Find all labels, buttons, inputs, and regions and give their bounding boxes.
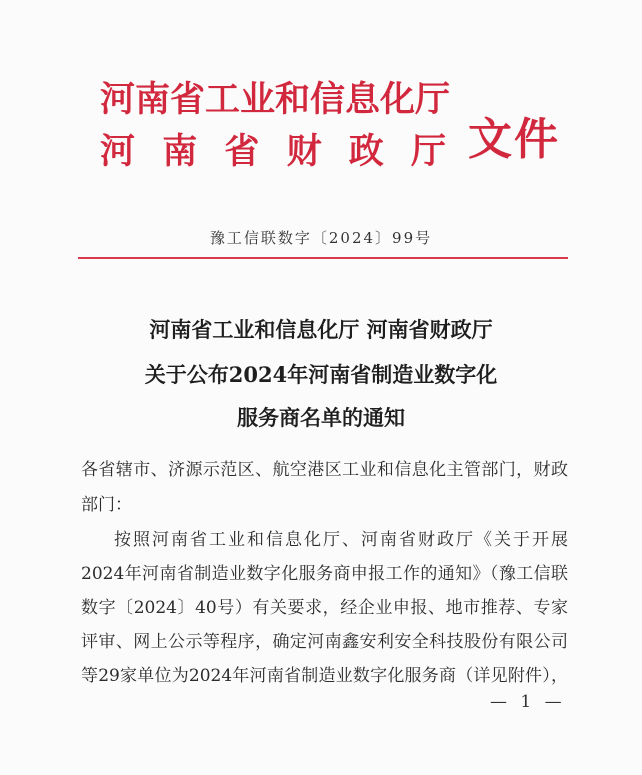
title-line-1: 河南省工业和信息化厅 河南省财政厅 xyxy=(149,317,493,342)
document-number: 豫工信联数字〔2024〕99号 xyxy=(209,229,433,247)
title-line-2: 关于公布2024年河南省制造业数字化 xyxy=(144,362,498,387)
body-line: 部门： xyxy=(81,495,132,515)
document-suffix: 文件 xyxy=(468,114,560,165)
body-line: 数字〔2024〕40号）有关要求，经企业申报、地市推荐、专家 xyxy=(81,598,568,618)
body-line: 评审、网上公示等程序，确定河南鑫安利安全科技股份有限公司 xyxy=(81,632,568,652)
body-line: 等29家单位为2024年河南省制造业数字化服务商（详见附件）， xyxy=(81,666,568,686)
issuer-line-2 xyxy=(100,132,446,172)
body-line: 按照河南省工业和信息化厅、河南省财政厅《关于开展 xyxy=(114,530,568,550)
body-line: 各省辖市、济源示范区、航空港区工业和信息化主管部门，财政 xyxy=(81,460,568,480)
page-number: — 1 — xyxy=(490,692,566,712)
issuer-line-1: 河南省工业和信息化厅 xyxy=(100,80,451,120)
issuer-line-2-text: 河 南 省 财 政 厅 xyxy=(100,132,446,172)
title-line-3: 服务商名单的通知 xyxy=(237,405,405,430)
body-line: 2024年河南省制造业数字化服务商申报工作的通知》（豫工信联 xyxy=(81,564,568,584)
header-divider xyxy=(78,257,568,259)
